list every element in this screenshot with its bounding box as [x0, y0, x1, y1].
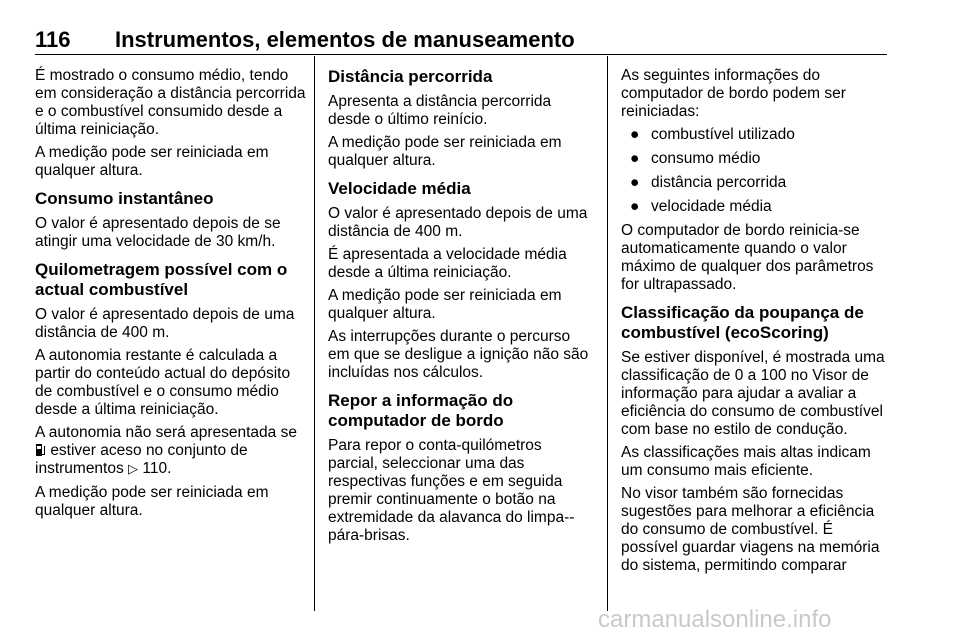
list-item: ● velocidade média — [630, 198, 772, 215]
header-divider — [35, 54, 887, 55]
page-reference[interactable]: 110. — [142, 460, 172, 477]
resettable-list — [621, 126, 889, 216]
reset-procedure-text: Para repor o conta-quilómetros parcial, seleccionar uma das respectivas funções e em seguida premir continuamente o botão na extremidade da alavanca do limpa--pára-brisas. — [328, 437, 575, 544]
heading-instant-consumption: Consumo instantâneo — [35, 189, 214, 208]
range-warning-text: A autonomia não será apresentada se estiver aceso no conjunto de instrumentos ▷ 110. — [35, 424, 297, 477]
reset-note-text: A medição pode ser reiniciada em qualquer altura. — [328, 134, 562, 169]
page-title: Instrumentos, elementos de manuseamento — [115, 27, 575, 52]
bullet: ● — [630, 198, 640, 215]
bullet: ● — [630, 126, 640, 143]
reset-note-text: A medição pode ser reiniciada em qualquer altura. — [35, 484, 269, 519]
speed-description-text: É apresentada a velocidade média desde a última reiniciação. — [328, 246, 567, 281]
range-display-text: O valor é apresentado depois de uma distância de 400 m. — [35, 306, 295, 341]
instant-consumption-text: O valor é apresentado depois de se atingir uma velocidade de 30 km/h. — [35, 215, 281, 250]
page-number: 116 — [35, 27, 71, 52]
heading-range: Quilometragem possível com o actual combustível — [35, 260, 288, 299]
ecoscoring-ratings-text: As classificações mais altas indicam um consumo mais eficiente. — [621, 444, 871, 479]
column-left — [35, 67, 307, 525]
bullet: ● — [630, 150, 640, 167]
resettable-info-text: As seguintes informações do computador de bordo podem ser reiniciadas: — [621, 67, 846, 120]
fuel-pump-icon — [36, 443, 45, 456]
column-right — [621, 67, 889, 580]
speed-display-text: O valor é apresentado depois de uma distância de 400 m. — [328, 205, 588, 240]
heading-ecoscoring: Classificação da poupança de combustível (ecoScoring) — [621, 303, 864, 342]
column-divider-2 — [607, 56, 608, 611]
range-calculation-text: A autonomia restante é calculada a partir do conteúdo actual do depósito de combustível e o consumo médio desde a última reiniciação. — [35, 347, 291, 418]
heading-distance: Distância percorrida — [328, 67, 493, 86]
heading-reset-computer: Repor a informação do computador de bordo — [328, 391, 514, 430]
heading-average-speed: Velocidade média — [328, 179, 471, 198]
list-item: ● distância percorrida — [630, 174, 787, 191]
list-item: ● consumo médio — [630, 150, 761, 167]
ecoscoring-tips-text: No visor também são fornecidas sugestões para melhorar a eficiência do consumo de combustível. É possível guardar viagens na memória do sistema, permitindo comparar — [621, 485, 880, 574]
reset-note-text: A medição pode ser reiniciada em qualquer altura. — [35, 144, 269, 179]
column-middle — [328, 67, 594, 550]
distance-text: Apresenta a distância percorrida desde o último reinício. — [328, 93, 552, 128]
column-divider-1 — [314, 56, 315, 611]
interruptions-text: As interrupções durante o percurso em que se desligue a ignição não são incluídas nos cálculos. — [328, 328, 589, 381]
watermark: carmanualsonline.info — [598, 606, 832, 633]
auto-reset-text: O computador de bordo reinicia-se automaticamente quando o valor máximo de qualquer dos parâmetros for ultrapassado. — [621, 222, 874, 293]
ecoscoring-text: Se estiver disponível, é mostrada uma classificação de 0 a 100 no Visor de informação para ajudar a avaliar a eficiência do consumo de combustível com base no estilo de condução. — [621, 349, 885, 438]
page-reference-arrow-icon: ▷ — [128, 462, 139, 477]
bullet: ● — [630, 174, 640, 191]
average-consumption-text: É mostrado o consumo médio, tendo em consideração a distância percorrida e o combustível consumido desde a última reiniciação. — [35, 67, 306, 138]
reset-note-text: A medição pode ser reiniciada em qualquer altura. — [328, 287, 562, 322]
page-header — [35, 27, 887, 53]
list-item: ● combustível utilizado — [630, 126, 795, 143]
